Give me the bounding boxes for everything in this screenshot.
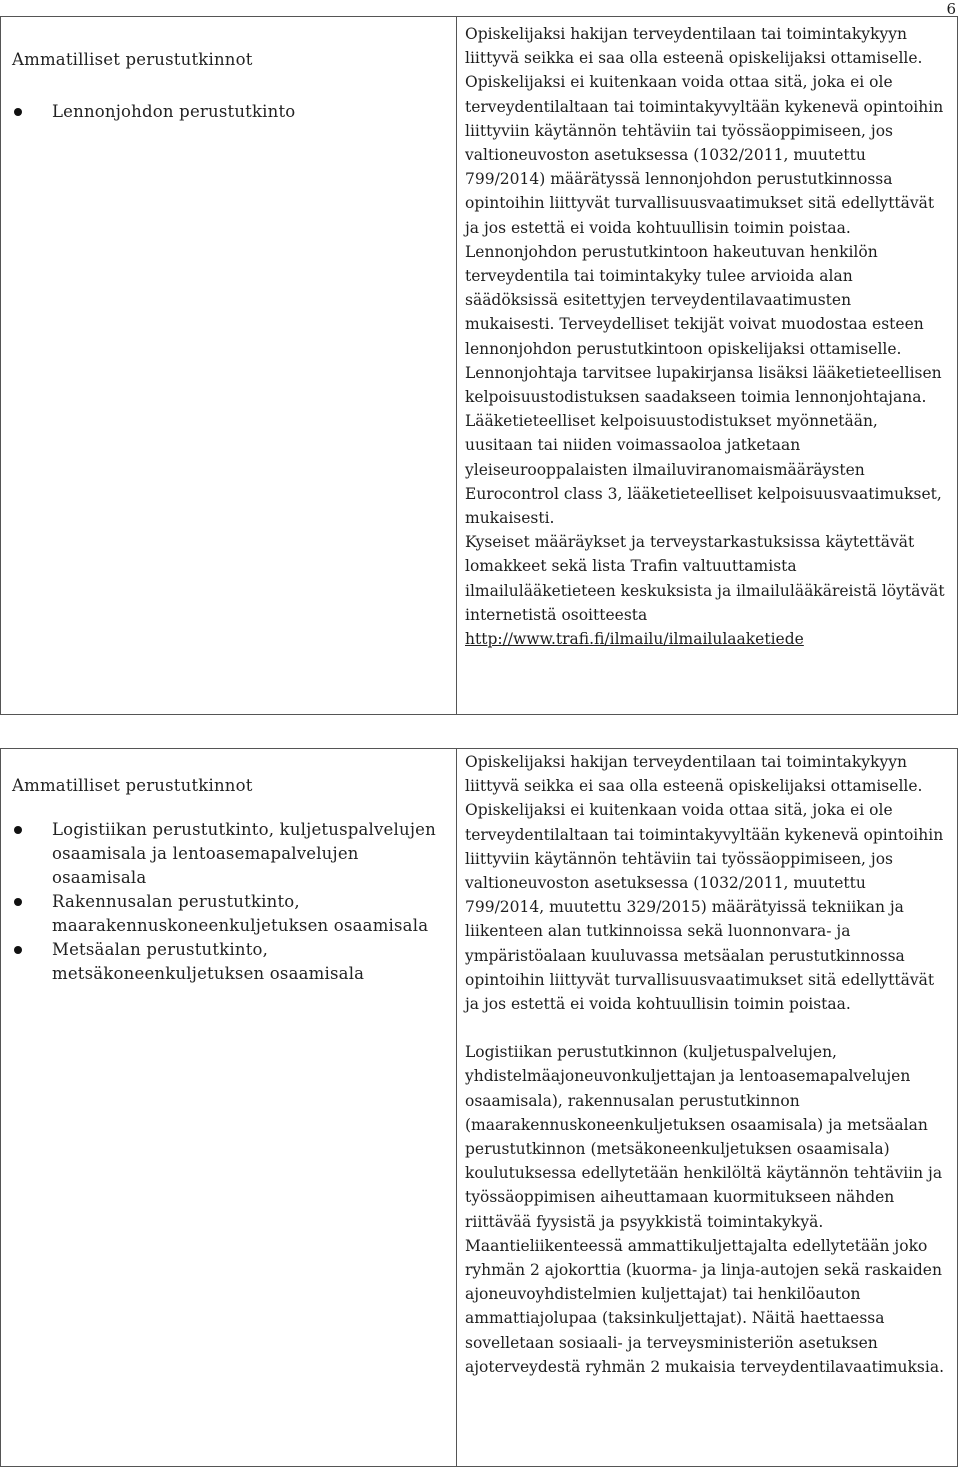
row1-heading: Ammatilliset perustutkinnot [12, 50, 253, 69]
page-number: 6 [946, 0, 956, 18]
row1-right-cell [457, 22, 957, 651]
row2-paragraph-2: Logistiikan perustutkinnon (kuljetuspalvelujen, yhdistelmäajoneuvonkuljettajan ja lentoasemapalvelujen osaamisala), rakennusalan perustutkinnon (maarakennuskoneenkuljetuksen osaamisala) ja metsäalan perustutkinnon (metsäkoneenkuljetuksen osaamisala) koulutuksessa edellytetään henkilöltä käytännön tehtäviin ja työssäoppimisen aiheuttamaan kuormitukseen nähden riittävää fyysistä ja psyykkistä toimintakykyä. [465, 1043, 943, 1231]
table-border-bottom [0, 1466, 958, 1467]
table-border-row2-top [0, 748, 958, 749]
row1-paragraph-4: Lääketieteelliset kelpoisuustodistukset myönnetään, uusitaan tai niiden voimassaoloa jatketaan yleiseurooppalaisten ilmailuviranomaismääräysten Eurocontrol class 3, lääketieteelliset kelpoisuusvaatimukset, mukaisesti. [465, 412, 942, 528]
row2-heading: Ammatilliset perustutkinnot [12, 776, 253, 795]
row2-paragraph-1: Opiskelijaksi hakijan terveydentilaan tai toimintakykyyn liittyvä seikka ei saa olla esteenä opiskelijaksi ottamiselle. Opiskelijaksi ei kuitenkaan voida ottaa sitä, joka ei ole terveydentilaltaan tai toimintakyvyltään kykenevä opintoihin liittyviin käytännön tehtäviin tai työssäoppimiseen, jos valtioneuvoston asetuksessa (1032/2011, muutettu 799/2014, muutettu 329/2015) määrätyissä tekniikan ja liikenteen alan tutkinnoissa sekä luonnonvara- ja ympäristöalaan kuuluvassa metsäalan perustutkinnossa opintoihin liittyvät turvallisuusvaatimukset sitä edellyttävät ja jos estettä ei voida kohtuullisin toimin poistaa. [465, 753, 944, 1014]
bullet-icon [14, 946, 22, 954]
row1-bullet-list [12, 100, 448, 124]
table-border-right-row1 [957, 16, 958, 714]
row1-paragraph-3: Lennonjohtaja tarvitsee lupakirjansa lisäksi lääketieteellisen kelpoisuustodistuksen saadakseen toimia lennonjohtajana. [465, 363, 942, 407]
row1-paragraph-1: Opiskelijaksi hakijan terveydentilaan tai toimintakykyyn liittyvä seikka ei saa olla esteenä opiskelijaksi ottamiselle. Opiskelijaksi ei kuitenkaan voida ottaa sitä, joka ei ole terveydentilaltaan tai toimintakyvyltään kykenevä opintoihin liittyviin käytännön tehtäviin tai työssäoppimiseen, jos valtioneuvoston asetuksessa (1032/2011, muutettu 799/2014) määrätyssä lennonjohdon perustutkinnossa opintoihin liittyvät turvallisuusvaatimukset sitä edellyttävät ja jos estettä ei voida kohtuullisin toimin poistaa. [465, 25, 944, 237]
row1-paragraph-5: Kyseiset määräykset ja terveystarkastuksissa käytettävät lomakkeet sekä lista Trafin valtuuttamista ilmailulääketieteen keskuksista ja ilmailulääkäreistä löytävät internetistä osoitteesta [465, 533, 945, 624]
row2-bullet-list [12, 818, 448, 986]
row2-paragraph-3: Maantieliikenteessä ammattikuljettajalta edellytetään joko ryhmän 2 ajokorttia (kuorma- ja linja-autojen sekä raskaiden ajoneuvoyhdistelmien kuljettajat) tai henkilöauton ammattiajolupaa (taksinkuljettajat). Näitä haettaessa sovelletaan sosiaali- ja terveysministeriön asetuksen ajoterveydestä ryhmän 2 mukaisia terveydentilavaatimuksia. [465, 1236, 944, 1376]
row1-link-line [465, 627, 945, 651]
bullet-icon [14, 898, 22, 906]
list-item: Metsäalan perustutkinto, metsäkoneenkuljetuksen osaamisala [12, 938, 448, 986]
row2-right-cell [457, 750, 957, 1379]
row1-left-cell [0, 48, 456, 124]
trafi-link[interactable]: http://www.trafi.fi/ilmailu/ilmailulaaketiede [465, 630, 804, 649]
bullet-icon [14, 826, 22, 834]
list-item: Logistiikan perustutkinto, kuljetuspalvelujen osaamisala ja lentoasemapalvelujen osaamisala [12, 818, 448, 890]
table-border-row1-bottom [0, 714, 958, 715]
row2-left-cell [0, 774, 456, 986]
list-item: Rakennusalan perustutkinto, maarakennuskoneenkuljetuksen osaamisala [12, 890, 448, 938]
list-item: Lennonjohdon perustutkinto [12, 100, 448, 124]
bullet-icon [14, 108, 22, 116]
row1-paragraph-2: Lennonjohdon perustutkintoon hakeutuvan henkilön terveydentila tai toimintakyky tulee arvioida alan säädöksissä esitettyjen terveydentilavaatimusten mukaisesti. Terveydelliset tekijät voivat muodostaa esteen lennonjohdon perustutkintoon opiskelijaksi ottamiselle. [465, 242, 924, 358]
table-border-top [0, 16, 958, 17]
table-border-right-row2 [957, 748, 958, 1466]
